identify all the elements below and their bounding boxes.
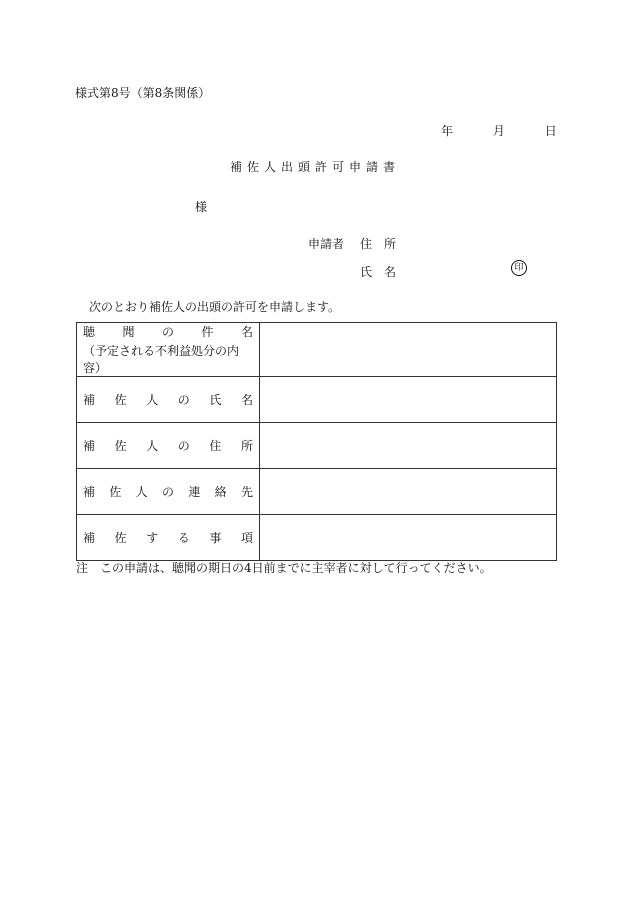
applicant-label: 申請者 [308,237,345,251]
row-label-char: 名 [240,325,253,339]
row-label-char: 名 [240,393,253,407]
row-label-char: す [146,531,159,545]
row-label-char: 絡 [214,485,227,499]
row-label-char: る [177,531,190,545]
table-row [77,515,557,561]
row-label-char: 氏 [209,393,222,407]
document-title: 補佐人出頭許可申請書 [229,160,400,174]
row-label-char: 所 [240,439,253,453]
row-label-char: の [177,393,190,407]
row-label-char: 佐 [109,485,122,499]
row-label-cell [77,323,260,377]
row-label-char: 補 [83,439,96,453]
table-row [77,377,557,423]
intro-text: 次のとおり補佐人の出頭の許可を申請します。 [89,300,341,314]
table-row [77,469,557,515]
table-row [77,323,557,377]
note-text: 注 この申請は、聴聞の期日の4日前までに主宰者に対して行ってください。 [76,561,492,575]
date-month: 月 [492,124,505,138]
row-label-char: 件 [201,325,214,339]
row-value-cell[interactable] [260,323,557,377]
row-label-char: 人 [146,393,159,407]
row-label-char: 人 [135,485,148,499]
row-label [83,483,253,500]
date-year: 年 [441,124,454,138]
row-label-char: 先 [240,485,253,499]
row-label-char: の [177,439,190,453]
row-label-char: 佐 [114,531,127,545]
row-label-char: 人 [146,439,159,453]
row-label-char: の [161,325,174,339]
row-label-char: 佐 [114,393,127,407]
row-value-cell[interactable] [260,515,557,561]
row-value-cell[interactable] [260,469,557,515]
row-label-subtext: （予定される不利益処分の内容） [83,344,240,375]
row-label-char: 住 [209,439,222,453]
row-label-char: 聞 [122,325,135,339]
row-label-cell [77,377,260,423]
row-label-char: 事 [209,531,222,545]
row-value-cell[interactable] [260,423,557,469]
date-line [441,122,557,139]
row-label [83,529,253,546]
row-label-char: 補 [83,531,96,545]
applicant-address-label: 住 所 [360,237,397,251]
application-table [76,322,557,561]
date-day: 日 [544,124,557,138]
row-label-char: 連 [188,485,201,499]
row-label-cell [77,469,260,515]
row-label [83,323,253,340]
row-label-char: 補 [83,485,96,499]
row-value-cell[interactable] [260,377,557,423]
row-label-char: 補 [83,393,96,407]
row-label-char: 佐 [114,439,127,453]
row-label [83,437,253,454]
row-label-char: 項 [240,531,253,545]
table-row [77,423,557,469]
row-label-char: の [161,485,174,499]
applicant-name-label: 氏 名 [360,265,397,279]
form-number: 様式第8号（第8条関係） [75,86,211,100]
row-label-char: 聴 [83,325,96,339]
row-label-cell [77,423,260,469]
seal-mark: 印 [511,260,527,276]
addressee-suffix: 様 [195,200,208,214]
row-label [83,391,253,408]
row-label-cell [77,515,260,561]
